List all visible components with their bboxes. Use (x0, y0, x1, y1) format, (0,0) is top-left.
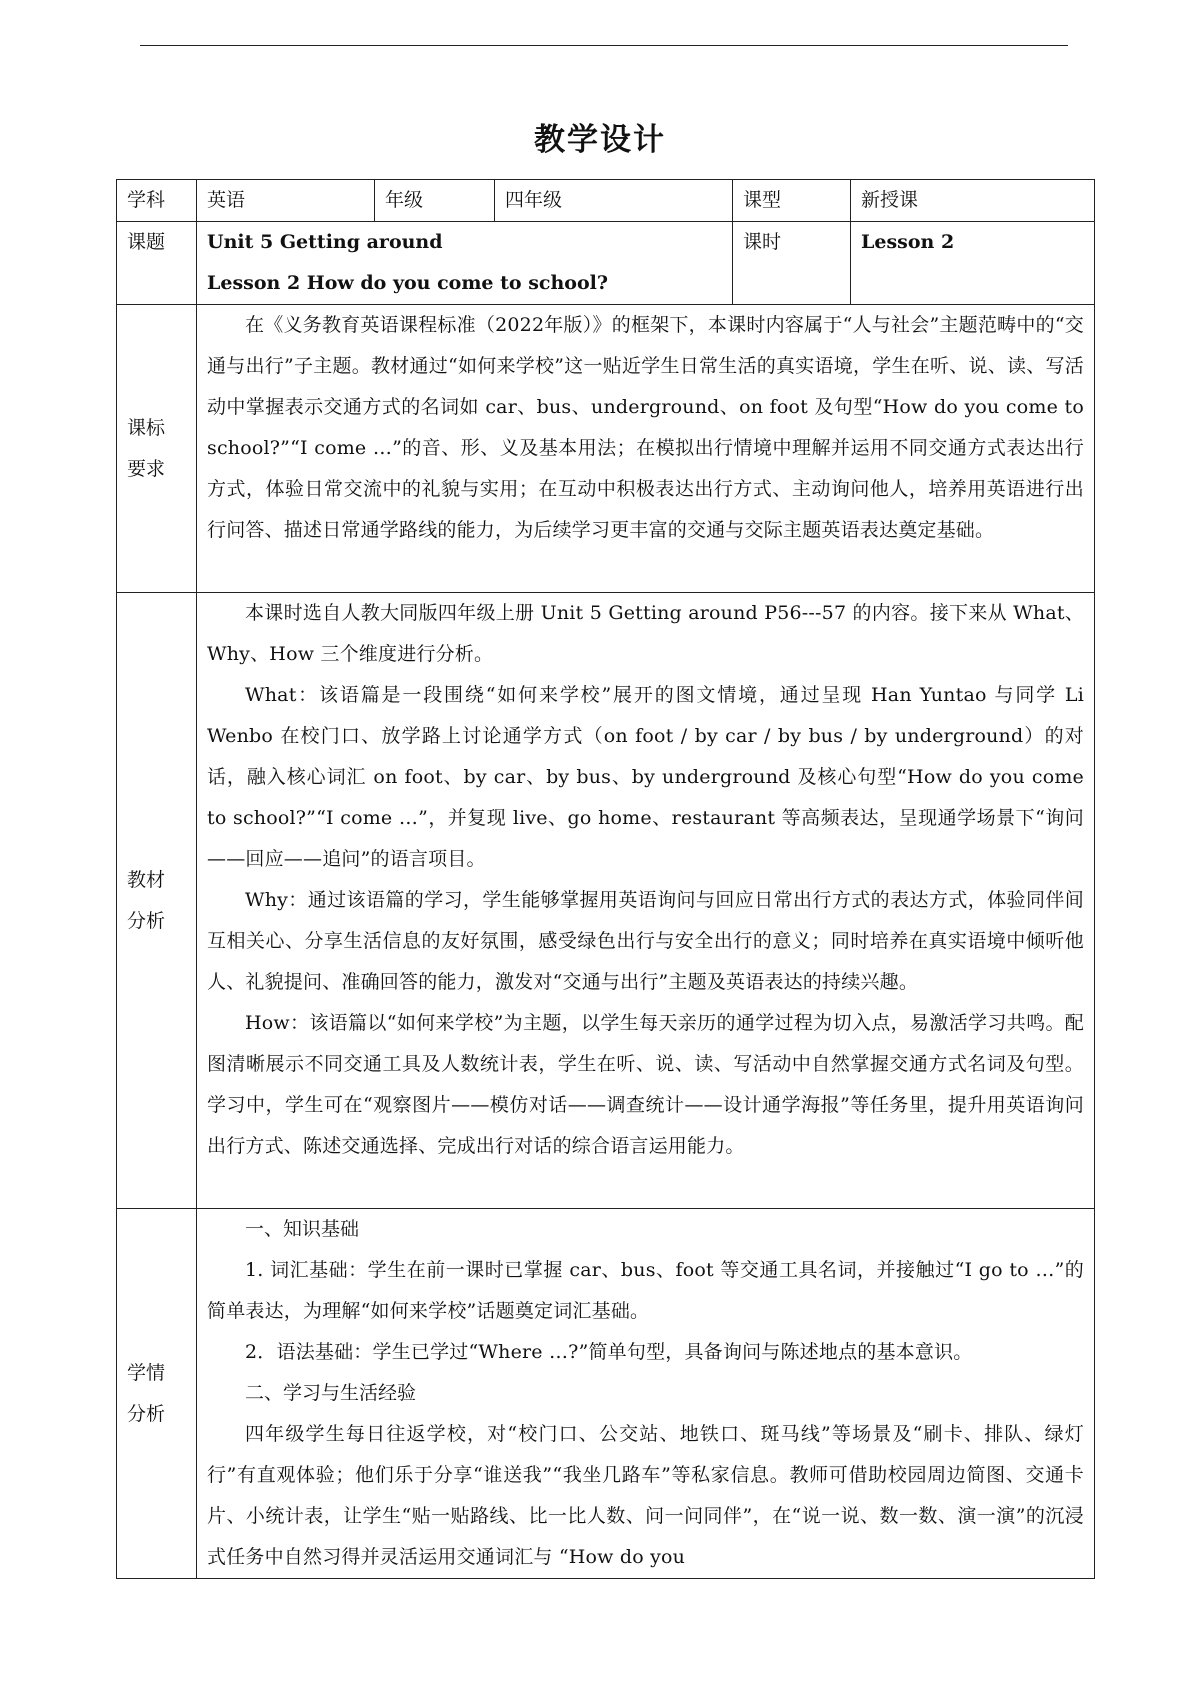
material-how: How：该语篇以“如何来学校”为主题，以学生每天亲历的通学过程为切入点，易激活学习共鸣。配图清晰展示不同交通工具及人数统计表，学生在听、说、读、写活动中自然掌握交通方式名词及句型。学习中，学生可在“观察图片——模仿对话——调查统计——设计通学海报”等任务里，提升用英语询问出行方式、陈述交通选择、完成出行对话的综合语言运用能力。 (207, 1012, 1084, 1157)
header-rule (140, 45, 1068, 46)
subject-label: 学科 (117, 180, 197, 222)
experience-heading: 二、学习与生活经验 (245, 1382, 417, 1404)
learners-label: 学情 分析 (117, 1209, 197, 1579)
material-what: What：该语篇是一段围绕“如何来学校”展开的图文情境，通过呈现 Han Yuntao 与同学 Li Wenbo 在校门口、放学路上讨论通学方式（on foot / by car / by bus / by underground）的对话，融入核心词汇 on foot、by car、by bus、by underground 及核心句型“How do you come to school?”“I come …”，并复现 live、go home、restaurant 等高频表达，呈现通学场景下“询问——回应——追问”的语言项目。 (207, 684, 1084, 870)
lesson-plan-table (116, 179, 1095, 1579)
topic-label: 课题 (117, 222, 197, 305)
standards-text: 在《义务教育英语课程标准（2022年版）》的框架下，本课时内容属于“人与社会”主题范畴中的“交通与出行”子主题。教材通过“如何来学校”这一贴近学生日常生活的真实语境，学生在听、说、读、写活动中掌握表示交通方式的名词如 car、bus、underground、on foot 及句型“How do you come to school?”“I come …”的音、形、义及基本用法；在模拟出行情境中理解并运用不同交通方式表达出行方式，体验日常交流中的礼貌与实用；在互动中积极表达出行方式、主动询问他人，培养用英语进行出行问答、描述日常通学路线的能力，为后续学习更丰富的交通与交际主题英语表达奠定基础。 (207, 314, 1084, 541)
subject-value: 英语 (197, 180, 375, 222)
material-intro: 本课时选自人教大同版四年级上册 Unit 5 Getting around P56---57 的内容。接下来从 What、Why、How 三个维度进行分析。 (207, 602, 1084, 665)
info-row (117, 180, 1095, 222)
knowledge-heading: 一、知识基础 (245, 1218, 360, 1240)
grade-label: 年级 (375, 180, 495, 222)
learners-row (117, 1209, 1095, 1579)
document-title: 教学设计 (534, 122, 666, 158)
period-value: Lesson 2 (851, 222, 1095, 305)
material-content (197, 593, 1095, 1209)
vocabulary-basis: 1. 词汇基础：学生在前一课时已掌握 car、bus、foot 等交通工具名词，并接触过“I go to …”的简单表达，为理解“如何来学校”话题奠定词汇基础。 (207, 1259, 1084, 1322)
topic-unit: Unit 5 Getting around (207, 231, 443, 253)
standards-content (197, 305, 1095, 593)
standards-label: 课标 要求 (117, 305, 197, 593)
topic-cell (197, 222, 733, 305)
lesson-type-label: 课型 (733, 180, 851, 222)
standards-row (117, 305, 1095, 593)
grade-value: 四年级 (495, 180, 733, 222)
period-label: 课时 (733, 222, 851, 305)
topic-lesson: Lesson 2 How do you come to school? (207, 272, 608, 294)
material-label: 教材 分析 (117, 593, 197, 1209)
topic-row (117, 222, 1095, 305)
grammar-basis: 2．语法基础：学生已学过“Where …?”简单句型，具备询问与陈述地点的基本意识。 (245, 1341, 973, 1363)
experience-text: 四年级学生每日往返学校，对“校门口、公交站、地铁口、斑马线”等场景及“刷卡、排队、绿灯行”有直观体验；他们乐于分享“谁送我”“我坐几路车”等私家信息。教师可借助校园周边简图、交通卡片、小统计表，让学生“贴一贴路线、比一比人数、问一问同伴”，在“说一说、数一数、演一演”的沉浸式任务中自然习得并灵活运用交通词汇与 “How do you (207, 1423, 1084, 1568)
material-why: Why：通过该语篇的学习，学生能够掌握用英语询问与回应日常出行方式的表达方式，体验同伴间互相关心、分享生活信息的友好氛围，感受绿色出行与安全出行的意义；同时培养在真实语境中倾听他人、礼貌提问、准确回答的能力，激发对“交通与出行”主题及英语表达的持续兴趣。 (207, 889, 1084, 993)
material-row (117, 593, 1095, 1209)
lesson-type-value: 新授课 (851, 180, 1095, 222)
learners-content (197, 1209, 1095, 1579)
